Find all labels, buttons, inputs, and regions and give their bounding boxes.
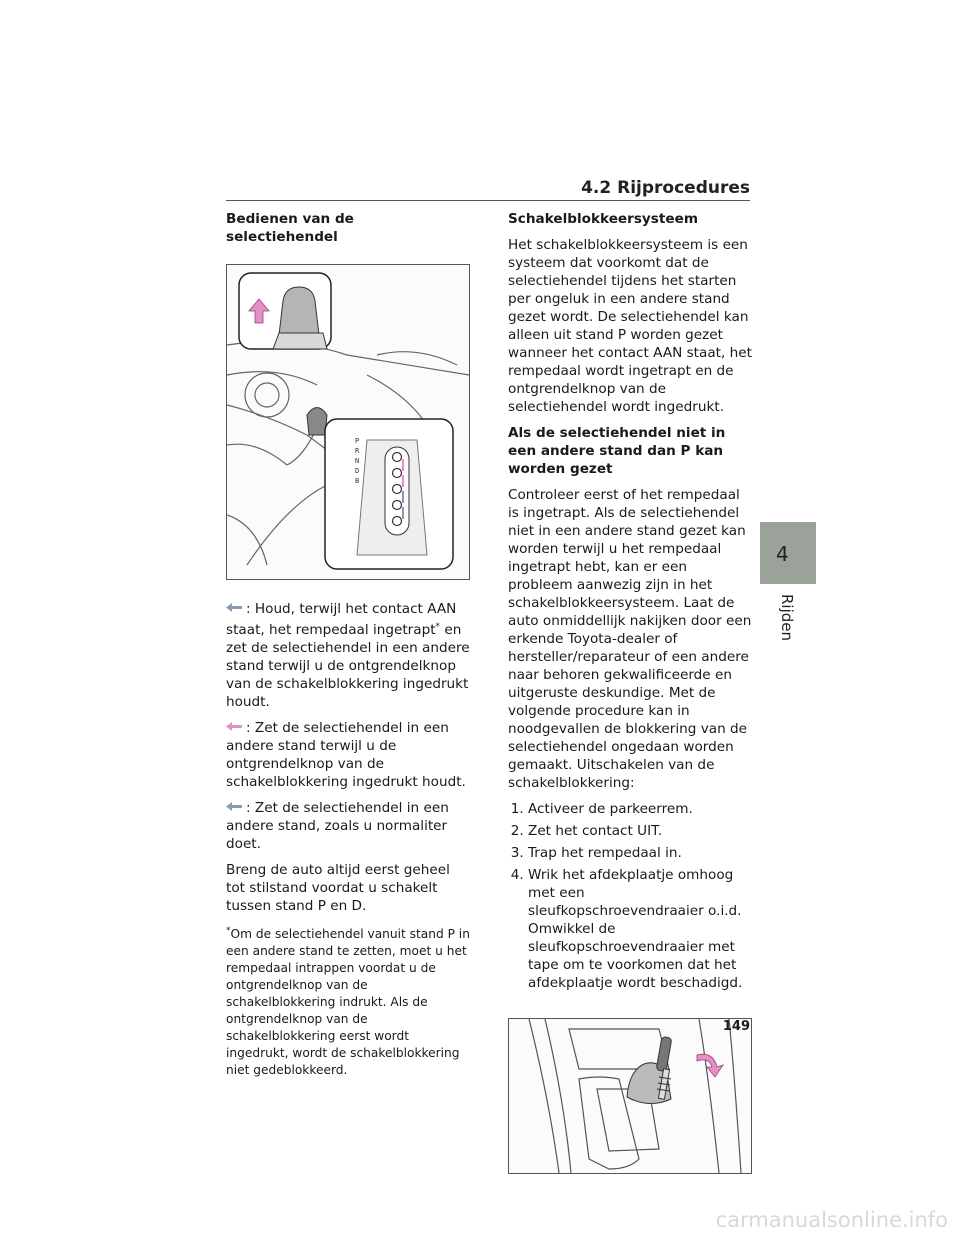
- watermark: carmanualsonline.info: [715, 1208, 948, 1232]
- gear-letter-r: R: [355, 447, 360, 455]
- section-heading: Schakelblokkeersysteem: [508, 211, 698, 227]
- legend-item: [226, 600, 470, 711]
- legend-item: [226, 719, 470, 791]
- footnote-text: Om de selectiehendel vanuit stand P in een andere stand te zetten, moet u het rempedaal intrappen voordat u de ontgrendelknop van de schakelblokkering indrukt. Als de ontgrendelknop van de schakelblokkering eerst wordt ingedrukt, wordt de schakelblokkering niet gedeblokkeerd.: [226, 927, 470, 1077]
- paragraph: Breng de auto altijd eerst geheel tot stilstand voordat u schakelt tussen stand P en D.: [226, 862, 450, 914]
- gear-letter-p: P: [355, 437, 360, 445]
- gear-letter-d: D: [355, 467, 360, 475]
- cover-removal-illustration: [509, 1019, 751, 1173]
- gear-selector-illustration: [227, 265, 469, 579]
- gear-letter-b: B: [355, 477, 360, 485]
- footnote: [226, 923, 470, 1079]
- footnote-mark: *: [226, 926, 231, 936]
- page-number: 149: [722, 1019, 750, 1034]
- header-rule: [226, 200, 750, 201]
- header-title: 4.2 Rijprocedures: [581, 178, 750, 198]
- paragraph: Het schakelblokkeersysteem is een systeem dat voorkomt dat de selectiehendel tijdens het starten per ongeluk in een andere stand gezet wordt. De selectiehendel kan alleen uit stand P worden gezet wanneer het contact AAN staat, het rempedaal wordt ingetrapt en de ontgrendelknop van de selectiehendel wordt ingedrukt.: [508, 237, 752, 415]
- step-item: 1. Activeer de parkeerrem.: [528, 800, 752, 818]
- chapter-number: 4: [776, 542, 789, 566]
- arrow-left-icon: [226, 722, 242, 731]
- figure-gear-selector: [226, 264, 470, 580]
- step-item: 2. Zet het contact UIT.: [528, 822, 752, 840]
- step-item: 4. Wrik het afdekplaatje omhoog met een sleufkopschroevendraaier o.i.d. Omwikkel de sleufkopschroevendraaier met tape om te voorkomen dat het afdekplaatje wordt beschadigd.: [528, 866, 752, 992]
- steps-list: [508, 800, 752, 992]
- legend-item: [226, 799, 470, 853]
- gear-letter-n: N: [355, 457, 360, 465]
- figure-cover-removal: [508, 1018, 752, 1174]
- right-column: [508, 210, 752, 1194]
- arrow-left-icon: [226, 802, 242, 811]
- legend-text: en zet de selectiehendel in een andere stand terwijl u de ontgrendelknop van de schakelblokkering ingedrukt houdt.: [226, 622, 470, 710]
- paragraph: Controleer eerst of het rempedaal is ingetrapt. Als de selectiehendel niet in een andere stand gezet kan worden terwijl u het rempedaal ingetrapt hebt, kan er een probleem aanwezig zijn in het schakelblokkeersysteem. Laat de auto onmiddellijk nakijken door een erkende Toyota-dealer of hersteller/reparateur of een andere naar behoren gekwalificeerde en uitgeruste deskundige. Met de volgende procedure kan in noodgevallen de blokkering van de selectiehendel ongedaan worden gemaakt. Uitschakelen van de schakelblokkering:: [508, 487, 752, 791]
- legend-text: : Zet de selectiehendel in een andere stand, zoals u normaliter doet.: [226, 800, 449, 852]
- legend-text: : Houd, terwijl het contact AAN staat, het rempedaal ingetrapt: [226, 601, 457, 638]
- rotate-arrow-icon: [697, 1054, 723, 1077]
- arrow-left-icon: [226, 603, 242, 612]
- footnote-mark: *: [435, 622, 441, 632]
- chapter-label: Rijden: [778, 594, 796, 642]
- legend-text: : Zet de selectiehendel in een andere stand terwijl u de ontgrendelknop van de schakelblokkering ingedrukt houdt.: [226, 720, 466, 790]
- subsection-heading: Als de selectiehendel niet in een andere stand dan P kan worden gezet: [508, 425, 726, 477]
- left-column: [226, 210, 470, 1079]
- section-heading: Bedienen van de selectiehendel: [226, 211, 354, 245]
- step-item: 3. Trap het rempedaal in.: [528, 844, 752, 862]
